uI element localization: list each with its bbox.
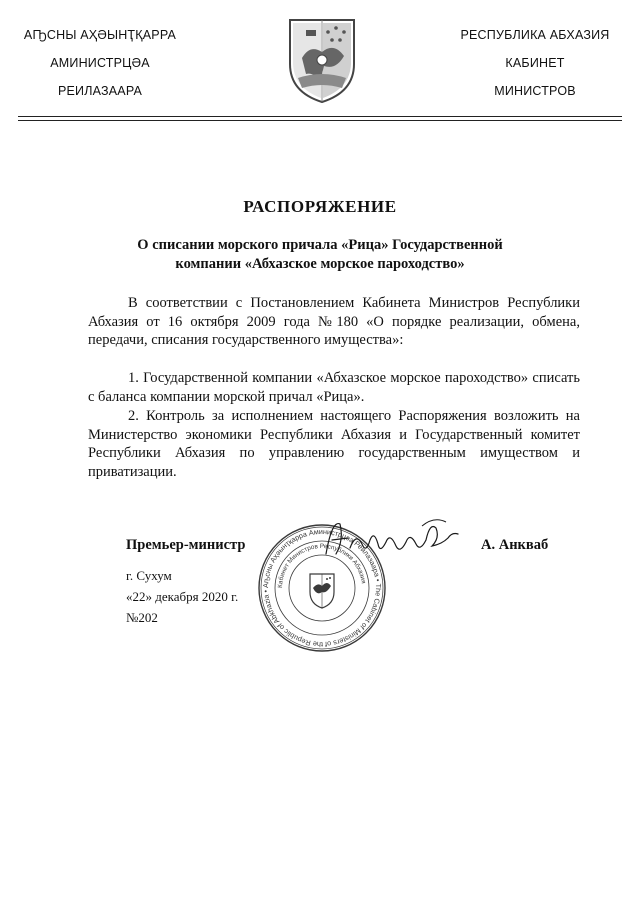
handwritten-signature bbox=[322, 514, 462, 564]
header-left-line-1: АҦСНЫ АҲӘЫНҬҚАРРА bbox=[23, 28, 177, 42]
document-subject bbox=[0, 236, 640, 274]
header-rule-bottom bbox=[18, 120, 622, 121]
header-right-line-2: КАБИНЕТ bbox=[505, 56, 565, 70]
item-1-paragraph: 1. Государственной компании «Абхазское морское пароходство» списать с баланса компании морской причал «Рица». bbox=[88, 370, 580, 405]
item-2-paragraph: 2. Контроль за исполнением настоящего Распоряжения возложить на Министерство экономики Республики Абхазия и Государственный комитет Республики Абхазия по управлению государственным имуществом и приватизации. bbox=[88, 408, 580, 480]
stamp-inner-text: Кабинет Министров Республики Абхазия bbox=[276, 542, 367, 589]
document-type-title: РАСПОРЯЖЕНИЕ bbox=[243, 197, 397, 216]
header-right-line-3: МИНИСТРОВ bbox=[494, 84, 576, 98]
subject-line-2: компании «Абхазское морское пароходство» bbox=[175, 256, 465, 272]
document-number: №202 bbox=[126, 610, 158, 625]
stamp-outer-text: Аҧсны Аҳәынҭқарра Аминистрцәа Реилазаара • The Cabinet of Ministers of the Republic of Abkhazia • bbox=[260, 526, 384, 650]
coat-of-arms-emblem bbox=[284, 12, 360, 106]
header-left-line-2: АМИНИСТРЦӘА bbox=[50, 56, 150, 70]
stamp-emblem-icon bbox=[310, 574, 334, 608]
signatory-position: Премьер-министр bbox=[126, 537, 246, 553]
document-date: «22» декабря 2020 г. bbox=[126, 589, 239, 604]
preamble-paragraph: В соответствии с Постановлением Кабинета Министров Республики Абхазия от 16 октября 2009 года №180 «О порядке реализации, обмена, передачи, списания государственного имущества»: bbox=[88, 295, 580, 348]
document-city: г. Сухум bbox=[126, 568, 172, 583]
header-right-line-1: РЕСПУБЛИКА АБХАЗИЯ bbox=[460, 28, 610, 42]
header-left-line-3: РЕИЛАЗААРА bbox=[57, 84, 143, 98]
subject-line-1: О списании морского причала «Рица» Государственной bbox=[137, 237, 503, 253]
signatory-name: А. Анкваб bbox=[481, 537, 549, 553]
header-rule-top bbox=[18, 116, 622, 117]
